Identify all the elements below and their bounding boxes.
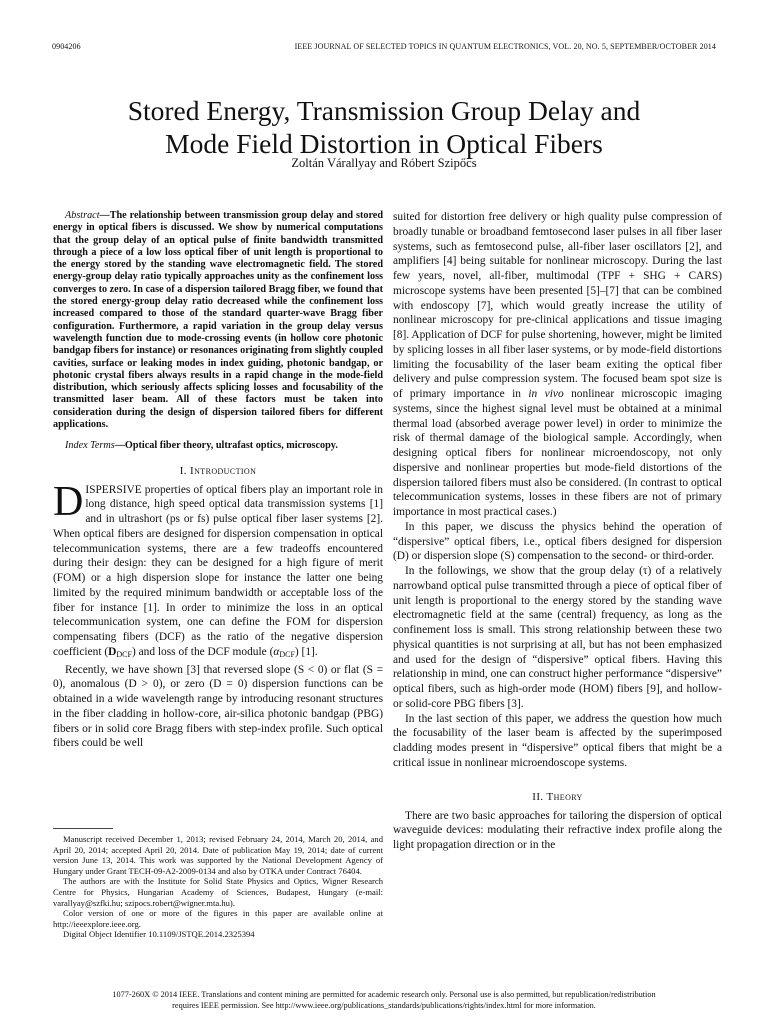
right-paragraph-3: In the followings, we show that the group delay (τ) of a relatively narrowband optical pulse transmitted through a piece of optical fiber of unit length is proportional to the energy stored by the standing wave electromagnetic field at the same (central) frequency, as long as the confinement loss is small. This strong relationship between these two physical quantities is not surprising at all, but has not been emphasized and used for the design of “dispersive” optical fibers. Having this relationship in mind, one can construct higher performance “dispersive” optical fibers, such as high-order mode (HOM) fibers [9], and hollow- or solid-core PBG fibers [3]. (393, 565, 722, 710)
right-p1-end: nonlinear microscopic imaging systems, since the highest signal level must be obtained at a minimal thermal load (absorbed average power level) in order to minimize the risk of thermal damage of the biological sample. Accordingly, when designing optical fibers for nonlinear microendoscopy, not only dispersive and nonlinear properties but mode-field distortions of the dispersion tailored fibers must also be considered. (In contrast to optical telecommunication systems, losses in these fibers are not of primary importance in most practical cases.) (393, 388, 722, 518)
dcf-subscript: DCF (116, 649, 132, 659)
abstract (53, 210, 383, 431)
left-column (53, 210, 383, 751)
right-paragraph-2: In this paper, we discuss the physics behind the operation of “dispersive” optical fibers, i.e., optical fibers designed for dispersion (D) or dispersion slope (S) compensation to the second- or third-order. (393, 520, 722, 563)
index-terms-text: —Optical fiber theory, ultrafast optics, microscopy. (114, 440, 338, 452)
copyright-notice (40, 989, 728, 1011)
abstract-text: —The relationship between transmission group delay and stored energy in optical fibers is discussed. We show by numerical computations that the group delay of an optical pulse of finite bandwidth transmitted through a piece of a low loss optical fiber of unit length is proportional to the energy stored by the standing wave electromagnetic field. The stored energy-group delay ratio typically approaches unity as the confinement loss converges to zero. In case of a dispersion tailored Bragg fiber, we found that the stored energy-group delay ratio decreased while the confinement loss increased compared to those of the standard quarter-wave Bragg fiber configuration. Furthermore, a rapid variation in the group delay versus wavelength function due to mode-crossing events (in hollow core photonic bandgap fibers for instance) or resonances originating from slightly coupled cavities, surface or leaking modes in index guiding, photonic bandgap, or photonic crystal fibers always results in a rapid change in the mode-field distribution, which seriously affects splicing losses and focusability of the transmitted laser beam. All of these factors must be taken into consideration during the design of dispersion tailored fibers for different applications. (53, 210, 383, 431)
alpha-symbol: α (273, 645, 280, 658)
title-line-2: Mode Field Distortion in Optical Fibers (165, 128, 603, 160)
index-terms (53, 440, 383, 452)
footnote-affiliation: The authors are with the Institute for Solid State Physics and Optics, Wigner Research Centre for Physics, Hungarian Academy of Sciences, Budapest, Hungary (e-mail: varallyay@szfki.hu; szipocs.robert@wigner.mta.hu). (53, 876, 383, 908)
authors: Zoltán Várallyay and Róbert Szipőcs (291, 156, 477, 170)
right-paragraph-4: In the last section of this paper, we address the question how much the focusability of the laser beam is affected by the superimposed cladding modes present in “dispersive” optical fibers that might be a critical issue in nonlinear microendoscope systems. (393, 712, 722, 769)
article-id: 0904206 (52, 42, 81, 51)
section-heading-theory: II. Theory (532, 790, 583, 803)
right-p1-text: suited for distortion free delivery or high quality pulse compression of broadly tunable or broadband femtosecond laser pulses in all fiber laser systems, such as femtosecond pulse, all-fiber laser oscillators [2], and amplifiers [4] being suitable for nonlinear microscopy. During the last few years, novel, all-fiber, multimodal (TPF + SHG + CARS) microscope systems have been presented [5]–[7] that can be combined with endoscopy [7], which would greatly increase the utility of nonlinear microscopy for pre-clinical applications and tissue imaging [8]. Application of DCF for pulse shortening, however, might be limited by splicing losses in all fiber laser systems, or by mode-field distortions limiting the focusability of the laser beam exiting the optical fiber delivery and pulse compression system. The focused beam spot size is of primary importance in (393, 211, 722, 400)
abstract-lead: Abstract (65, 210, 100, 221)
theory-paragraph-1: There are two basic approaches for tailoring the dispersion of optical waveguide devices: modulating their refractive index profile along the light propagation direction or in the (393, 809, 722, 851)
right-column (393, 210, 722, 853)
footnote-manuscript: Manuscript received December 1, 2013; revised February 24, 2014, March 20, 2014, and April 20, 2014; accepted April 20, 2014. Date of publication May 19, 2014; date of current version June 13, 2014. This work was supported by the National Development Agency of Hungary under Grant TECH-09-A2-2009-0134 and also by OTKA under Contract 76404. (53, 834, 383, 876)
title-line-1: Stored Energy, Transmission Group Delay and (127, 95, 641, 127)
drop-cap: D (53, 478, 84, 525)
intro-p1-text: ISPERSIVE properties of optical fibers play an important role in long distance, high speed optical data transmission systems [1] and in ultrashort (ps or fs) pulse optical fiber laser systems [2]. When optical fibers are designed for dispersion compensation in optical telecommunication systems, there are a few tradeoffs encountered during their design: they can be designed for a high figure of merit (FOM) or a high dispersion slope for instance the latter one being limited by the required minimum bandwidth or acceptable loss of the fiber for instance [1]. In order to minimize the loss in an optical telecommunication system, one can define the FOM for dispersion compensating fibers (DCF) as the ratio of the negative dispersion coefficient ( (53, 483, 383, 658)
intro-paragraph-1 (53, 478, 383, 663)
index-terms-lead: Index Terms (65, 440, 115, 452)
dcf-symbol: D (108, 645, 117, 658)
footnotes (53, 834, 383, 940)
alpha-subscript: DCF (279, 649, 295, 659)
footnote-divider (53, 828, 113, 829)
copyright-line-1: 1077-260X © 2014 IEEE. Translations and content mining are permitted for academic research only. Personal use is also permitted, but republication/redistribution (112, 990, 656, 999)
footnote-color: Color version of one or more of the figures in this paper are available online at http://ieeexplore.ieee.org. (53, 908, 383, 929)
in-vivo-italic: in vivo (528, 388, 564, 400)
journal-header: IEEE JOURNAL OF SELECTED TOPICS IN QUANTUM ELECTRONICS, VOL. 20, NO. 5, SEPTEMBER/OCTOBER 2014 (294, 42, 716, 51)
section-heading-introduction: I. Introduction (179, 464, 257, 477)
paper-title (40, 94, 728, 160)
intro-p1-end: ) [1]. (294, 645, 318, 658)
intro-paragraph-2: Recently, we have shown [3] that reversed slope (S < 0) or flat (S = 0), anomalous (D > 0), or zero (D = 0) dispersion functions can be obtained in a wide wavelength range by introducing resonant structures in the fiber cladding in hollow-core, air-silica photonic bandgap (PBG) fibers or in solid core Bragg fibers with step-index profile. Such optical fibers could be well (53, 663, 383, 750)
copyright-line-2: requires IEEE permission. See http://www.ieee.org/publications_standards/publications/rights/index.html for more information. (172, 1001, 596, 1010)
right-paragraph-1 (393, 210, 722, 520)
footnote-doi: Digital Object Identifier 10.1109/JSTQE.2014.2325394 (63, 929, 255, 940)
intro-p1-mid: ) and loss of the DCF module ( (131, 645, 274, 658)
